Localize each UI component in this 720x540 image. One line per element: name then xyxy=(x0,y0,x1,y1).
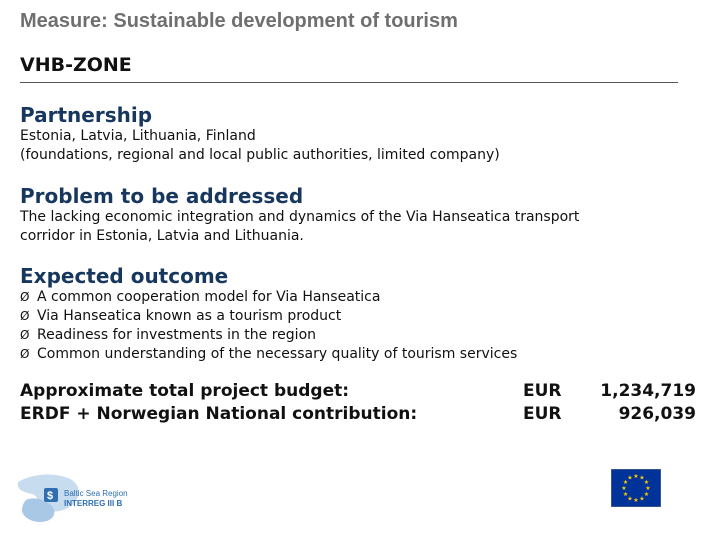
star-icon: ★ xyxy=(645,485,651,492)
list-item-text: A common cooperation model for Via Hanseatica xyxy=(37,289,381,305)
budget-currency: EUR xyxy=(523,381,562,401)
header-divider xyxy=(20,82,678,83)
list-item xyxy=(20,326,710,345)
measure-title: Measure: Sustainable development of tourism xyxy=(20,10,458,32)
list-item-text: Common understanding of the necessary quality of tourism services xyxy=(37,346,518,362)
outcome-heading: Expected outcome xyxy=(20,264,229,288)
star-icon: ★ xyxy=(633,497,639,504)
logo-line2: INTERREG III B xyxy=(64,499,123,508)
star-icon: ★ xyxy=(622,479,629,486)
star-icon: ★ xyxy=(633,473,639,480)
budget-amount: 1,234,719 xyxy=(600,381,696,401)
budget-label: Approximate total project budget: xyxy=(20,381,350,401)
problem-line: corridor in Estonia, Latvia and Lithuania. xyxy=(20,228,304,244)
zone-title: VHB-ZONE xyxy=(20,54,132,76)
arrow-bullet-icon: Ø xyxy=(20,328,30,342)
outcome-list xyxy=(20,288,710,364)
problem-heading: Problem to be addressed xyxy=(20,184,304,208)
logo-line1: Baltic Sea Region xyxy=(64,489,128,498)
arrow-bullet-icon: Ø xyxy=(20,347,30,361)
interreg-logo xyxy=(12,470,162,525)
list-item xyxy=(20,307,710,326)
arrow-bullet-icon: Ø xyxy=(20,309,30,323)
star-icon: ★ xyxy=(643,479,650,486)
logo-mark-icon: $ xyxy=(47,490,54,502)
star-icon: ★ xyxy=(627,495,633,503)
list-item-text: Via Hanseatica known as a tourism product xyxy=(37,308,342,324)
eu-flag-icon xyxy=(611,469,661,507)
partnership-section xyxy=(20,103,710,165)
star-icon: ★ xyxy=(643,491,650,498)
partnership-line: (foundations, regional and local public authorities, limited company) xyxy=(20,147,500,163)
problem-section xyxy=(20,184,710,246)
star-icon: ★ xyxy=(639,495,645,503)
budget-currency: EUR xyxy=(523,404,562,424)
star-icon: ★ xyxy=(621,485,627,492)
list-item-text: Readiness for investments in the region xyxy=(37,327,317,343)
star-icon: ★ xyxy=(622,491,629,498)
budget-amount: 926,039 xyxy=(618,404,696,424)
budget-block xyxy=(20,380,700,426)
budget-row-total xyxy=(20,380,700,403)
budget-row-contribution xyxy=(20,403,700,426)
partnership-line: Estonia, Latvia, Lithuania, Finland xyxy=(20,128,256,144)
list-item xyxy=(20,288,710,307)
budget-label: ERDF + Norwegian National contribution: xyxy=(20,404,418,424)
problem-line: The lacking economic integration and dynamics of the Via Hanseatica transport xyxy=(20,209,580,225)
star-icon: ★ xyxy=(639,474,645,482)
star-icon: ★ xyxy=(627,474,633,482)
arrow-bullet-icon: Ø xyxy=(20,290,30,304)
partnership-heading: Partnership xyxy=(20,103,153,127)
list-item xyxy=(20,345,710,364)
outcome-section xyxy=(20,264,710,364)
